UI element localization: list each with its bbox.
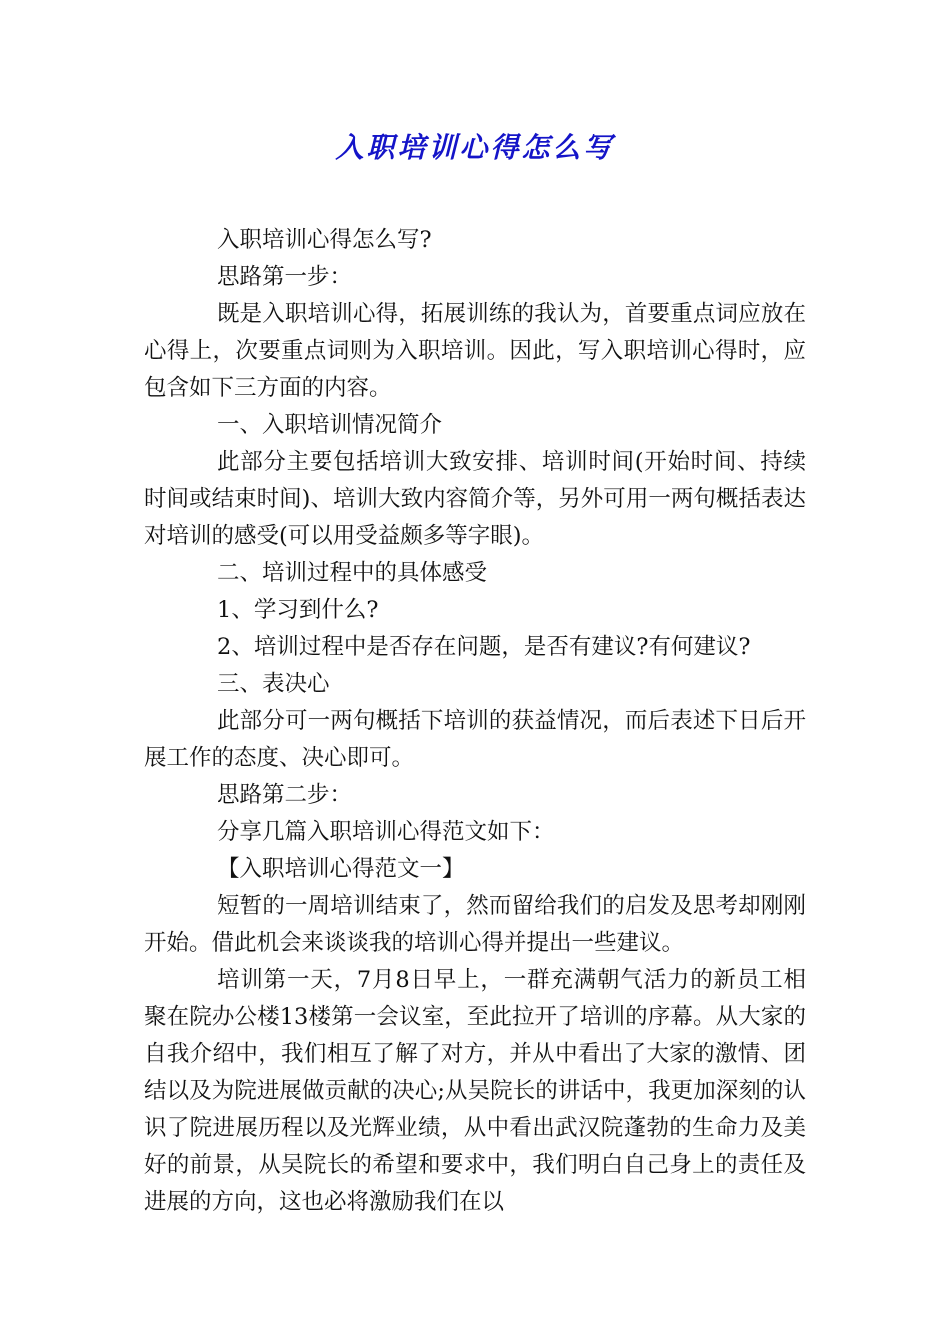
paragraph-share-samples: 分享几篇入职培训心得范文如下： — [217, 819, 555, 845]
document-title: 入职培训心得怎么写 — [335, 131, 615, 164]
paragraph-sample-one-day-one: 培训第一天，7月8日早上，一群充满朝气活力的新员工相聚在院办公楼13楼第一会议室，至此拉开了培训的序幕。从大家的自我介绍中，我们相互了解了对方，并从中看出了大家的激情、团结以及为院进展做贡献的决心;从吴院长的讲话中，我更加深刻的认识了院进展历程以及光辉业绩，从中看出武汉院蓬勃的生命力及美好的前景，从吴院长的希望和要求中，我们明白自己身上的责任及进展的方向，这也必将激励我们在以 — [144, 967, 806, 1215]
paragraph-section-three-heading: 三、表决心 — [217, 671, 330, 697]
paragraph-sample-one-heading: 【入职培训心得范文一】 — [217, 856, 465, 882]
paragraph-question: 入职培训心得怎么写? — [217, 227, 432, 253]
document-body — [144, 222, 806, 1221]
paragraph-sample-one-opening: 短暂的一周培训结束了，然而留给我们的启发及思考却刚刚开始。借此机会来谈谈我的培训心得并提出一些建议。 — [144, 893, 806, 956]
paragraph-intro: 既是入职培训心得，拓展训练的我认为，首要重点词应放在心得上，次要重点词则为入职培训。因此，写入职培训心得时，应包含如下三方面的内容。 — [144, 301, 806, 401]
paragraph-item-one: 1、学习到什么? — [217, 597, 379, 623]
paragraph-step-one-heading: 思路第一步： — [217, 264, 353, 290]
paragraph-item-two: 2、培训过程中是否存在问题，是否有建议?有何建议? — [217, 634, 751, 660]
paragraph-step-two-heading: 思路第二步： — [217, 782, 353, 808]
paragraph-section-one-heading: 一、入职培训情况简介 — [217, 412, 443, 438]
paragraph-section-three-body: 此部分可一两句概括下培训的获益情况，而后表述下日后开展工作的态度、决心即可。 — [144, 708, 806, 771]
paragraph-section-two-heading: 二、培训过程中的具体感受 — [217, 560, 488, 586]
paragraph-section-one-body: 此部分主要包括培训大致安排、培训时间(开始时间、持续时间或结束时间)、培训大致内容简介等，另外可用一两句概括表达对培训的感受(可以用受益颇多等字眼)。 — [144, 449, 806, 549]
